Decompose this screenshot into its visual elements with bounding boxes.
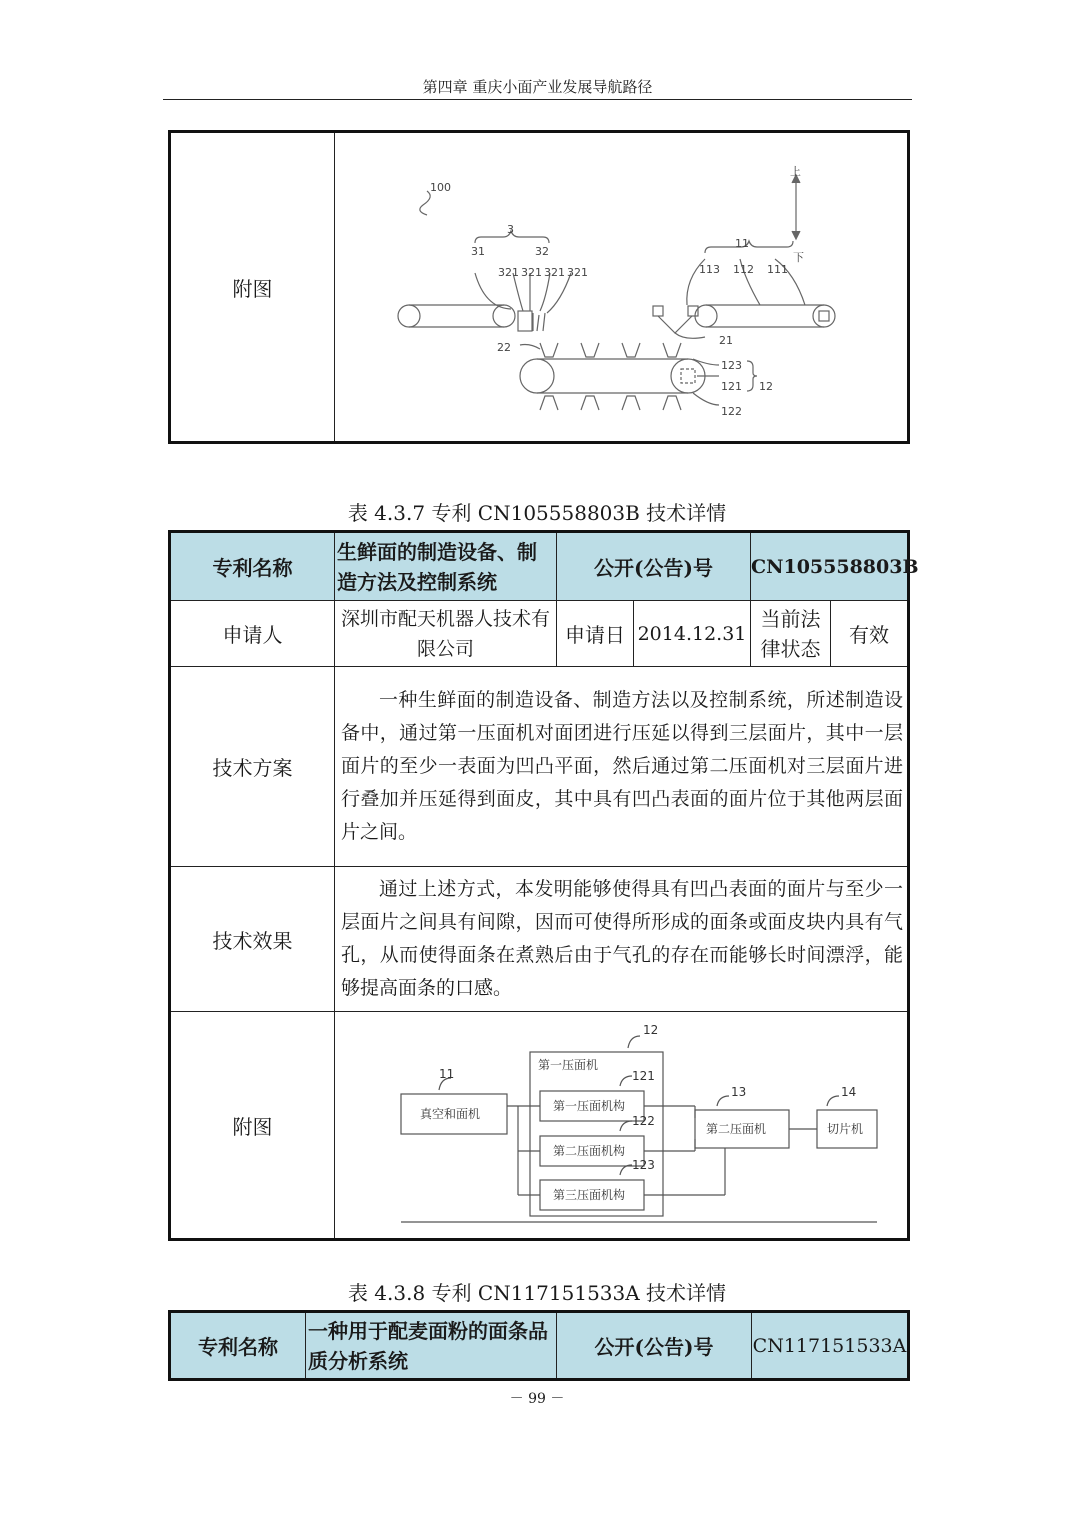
- patent-name-label: 专利名称: [170, 532, 335, 601]
- conveyor-diagram: [335, 133, 905, 441]
- legal-status-label: 当前法律状态: [751, 601, 831, 667]
- pub-number-value-438: CN117151533A: [752, 1312, 909, 1380]
- patent-name-label-438: 专利名称: [170, 1312, 306, 1380]
- applicant-label: 申请人: [170, 601, 335, 667]
- figure-table-top: [168, 130, 910, 444]
- patent-table-437: [168, 530, 919, 1241]
- table-437-caption: 表 4.3.7 专利 CN105558803B 技术详情: [347, 501, 727, 525]
- tech-scheme-text: 一种生鲜面的制造设备、制造方法以及控制系统，所述制造设备中，通过第一压面机对面团进行压延以得到三层面片，其中一层面片的至少一表面为凹凸平面，然后通过第二压面机对三层面片进行叠加并压延得到面皮，其中具有凹凸表面的面片位于其他两层面片之间。: [335, 667, 909, 867]
- label-121: 121: [721, 380, 742, 393]
- label-11: 11: [735, 237, 749, 250]
- node-second-press: 第二压面机: [706, 1122, 767, 1136]
- label-31: 31: [471, 245, 485, 258]
- label-down: 下: [793, 251, 804, 264]
- label-32: 32: [535, 245, 549, 258]
- tech-effect-text: 通过上述方式，本发明能够使得具有凹凸表面的面片与至少一层面片之间具有间隙，因而可使得所形成的面条或面皮块内具有气孔，从而使得面条在煮熟后由于气孔的存在而能够长时间漂浮，能够提高面条的口感。: [335, 867, 909, 1012]
- patent-name-value: 生鲜面的制造设备、制造方法及控制系统: [335, 532, 557, 601]
- pub-number-label-438: 公开(公告)号: [557, 1312, 752, 1380]
- tech-effect-label: 技术效果: [170, 867, 335, 1012]
- table-438-caption: 表 4.3.8 专利 CN117151533A 技术详情: [347, 1281, 727, 1305]
- label-111: 111: [767, 263, 788, 276]
- node-mech1: 第一压面机构: [553, 1099, 626, 1113]
- label-321-b: 321: [521, 266, 542, 279]
- filing-date-label: 申请日: [557, 601, 634, 667]
- pub-number-label: 公开(公告)号: [557, 532, 751, 601]
- figure-label-437: 附图: [170, 1012, 335, 1240]
- block-diagram: [335, 1014, 905, 1236]
- patent-table-438: [168, 1310, 910, 1381]
- pub-number-value: CN105558803B: [751, 532, 909, 601]
- label-12: 12: [759, 380, 773, 393]
- label-100: 100: [430, 181, 451, 194]
- node-122-num: 122: [632, 1114, 655, 1128]
- label-21: 21: [719, 334, 733, 347]
- tech-scheme-label: 技术方案: [170, 667, 335, 867]
- applicant-value: 深圳市配天机器人技术有限公司: [335, 601, 557, 667]
- node-first-press: 第一压面机: [538, 1058, 599, 1072]
- legal-status-value: 有效: [831, 601, 909, 667]
- block-figure-cell: [335, 1012, 909, 1240]
- label-321-c: 321: [544, 266, 565, 279]
- label-up: 上: [790, 165, 801, 178]
- patent-name-value-438: 一种用于配麦面粉的面条品质分析系统: [306, 1312, 557, 1380]
- node-12-num: 12: [643, 1023, 659, 1037]
- figure-label: 附图: [170, 132, 335, 443]
- chapter-header: 第四章 重庆小面产业发展导航路径: [163, 76, 912, 100]
- label-321-d: 321: [567, 266, 588, 279]
- node-121-num: 121: [632, 1069, 655, 1083]
- page-number: － 99 －: [509, 1391, 565, 1407]
- node-11-num: 11: [439, 1067, 455, 1081]
- node-14-num: 14: [841, 1085, 857, 1099]
- node-mech2: 第二压面机构: [553, 1144, 626, 1158]
- node-mech3: 第三压面机构: [553, 1188, 626, 1202]
- label-122: 122: [721, 405, 742, 418]
- label-22: 22: [497, 341, 511, 354]
- label-112: 112: [733, 263, 754, 276]
- label-321-a: 321: [498, 266, 519, 279]
- label-3: 3: [507, 223, 514, 236]
- filing-date-value: 2014.12.31: [634, 601, 751, 667]
- label-113: 113: [699, 263, 720, 276]
- node-vacuum-mixer: 真空和面机: [420, 1107, 481, 1121]
- node-cutter: 切片机: [827, 1122, 864, 1136]
- node-123-num: 123: [632, 1158, 655, 1172]
- node-13-num: 13: [731, 1085, 747, 1099]
- label-123: 123: [721, 359, 742, 372]
- conveyor-figure-cell: [335, 132, 909, 443]
